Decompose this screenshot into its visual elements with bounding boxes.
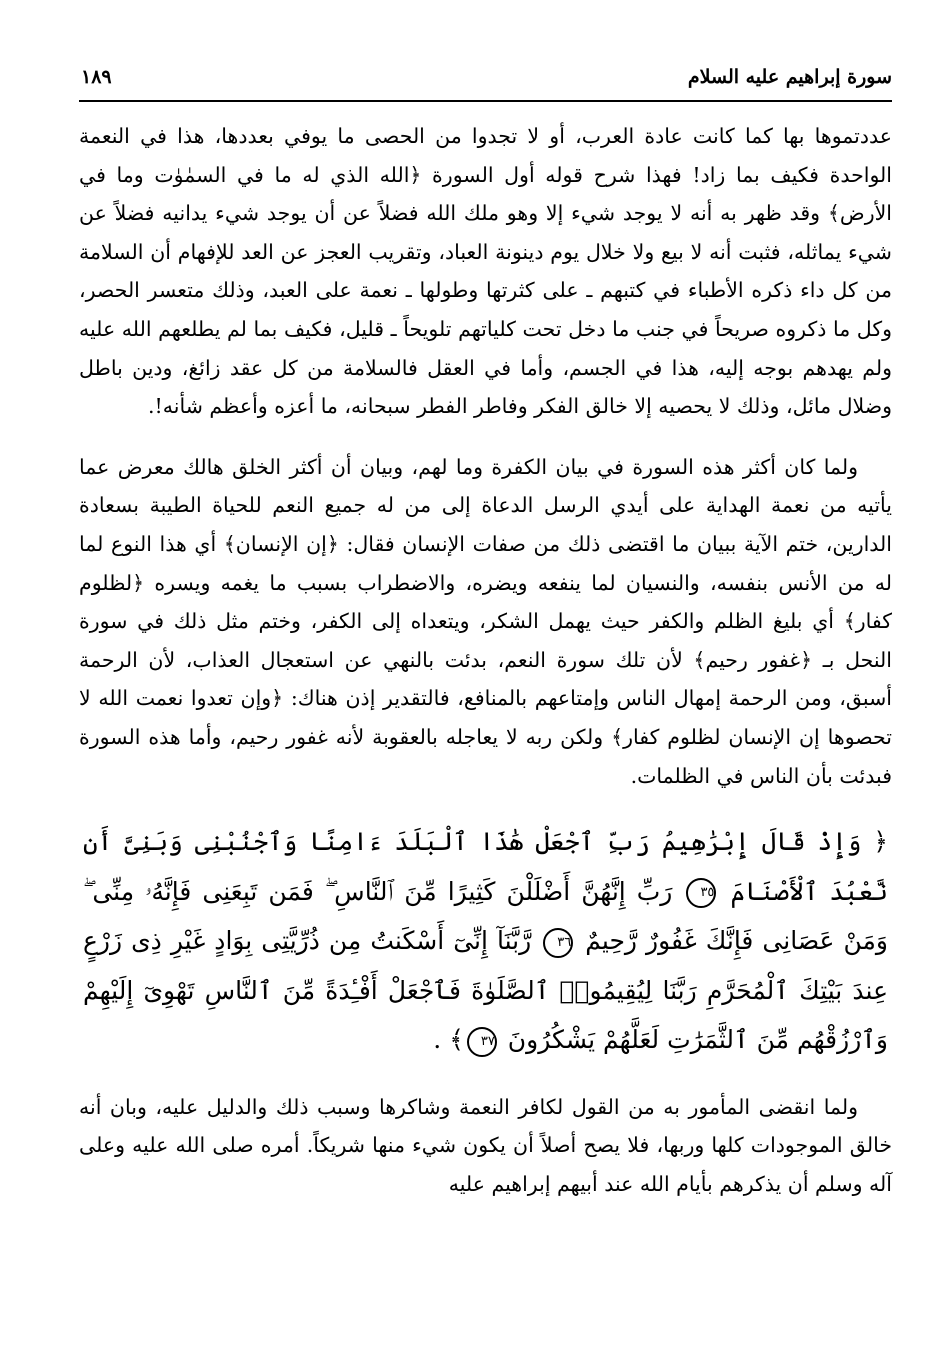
header-rule <box>79 100 892 102</box>
quran-verse-block <box>79 817 892 1065</box>
verse-end: ﴾ . <box>433 1025 464 1055</box>
paragraph-2: ولما كان أكثر هذه السورة في بيان الكفرة وما لهم، وبيان أن أكثر الخلق هالك معرض عما يأتيه من نعمة الهداية على أيدي الرسل الدعاة إلى من له جميع النعم للحياة الطيبة بسعادة الدارين، ختم الآية ببيان ما اقتضى ذلك من صفات الإنسان فقال: ﴿إن الإنسان﴾ أي هذا النوع لما له من الأنس بنفسه، والنسيان لما ينفعه ويضره، والاضطراب بسبب ما يغمه ويسره ﴿لظلوم كفار﴾ أي بليغ الظلم والكفر حيث يهمل الشكر، ويتعداه إلى الكفر، وختم مثل ذلك في سورة النحل بـ ﴿غفور رحيم﴾ لأن تلك سورة النعم، بدئت بالنهي عن استعجال العذاب، لأن الرحمة أسبق، ومن الرحمة إمهال الناس وإمتاعهم بالمنافع، فالتقدير إذن هناك: ﴿وإن تعدوا نعمت الله لا تحصوها إن الإنسان لظلوم كفار﴾ ولكن ربه لا يعاجله بالعقوبة لأنه غفور رحيم، وأما هذه السورة فبدئت بأن الناس في الظلمات. <box>79 454 892 788</box>
running-header <box>79 66 892 98</box>
ayah-number-marker: ٣٦ <box>543 928 573 958</box>
verse-part-1: ﴿ وَإِذْ قَالَ إِبْرَٰهِيمُ رَبِّ ٱجْعَلْ هَٰذَا ٱلْبَلَدَ ءَامِنًا وَٱجْنُبْنِى وَبَنِىَّ أَن نَّعْبُدَ ٱلْأَصْنَامَ <box>83 827 888 906</box>
paragraph-1: عددتموها بها كما كانت عادة العرب، أو لا تجدوا من الحصى ما يوفي بعددها، هذا في النعمة الواحدة فكيف بما زاد! فهذا شرح قوله أول السورة ﴿الله الذي له ما في السمٰوٰت وما في الأرض﴾ وقد ظهر به أنه لا يوجد شيء إلا وهو ملك الله فضلاً عن أن يوجد شيء يدانيه فضلاً عن شيء يماثله، فثبت أنه لا بيع ولا خلال يوم دينونة العباد، وتقريب العجز عن العد للإفهام أن السلامة من كل داء ذكره الأطباء في كتبهم ـ على كثرتها وطولها ـ نعمة على العبد، وذلك متعسر الحصر، وكل ما ذكروه صريحاً في جنب ما دخل تحت كلياتهم تلويحاً ـ قليل، فكيف بما لم يطلعهم الله عليه ولم يهدهم بوجه إليه، هذا في الجسم، وأما في العقل فالسلامة من كل عقد زائغ، ودين باطل وضلال مائل، وذلك لا يحصيه إلا خالق الفكر وفاطر الفطر سبحانه، ما أعزه وأعظم شأنه!. <box>79 124 892 419</box>
verse-part-3: رَّبَّنَآ إِنِّىٓ أَسْكَنتُ مِن ذُرِّيَّتِى بِوَادٍ غَيْرِ ذِى زَرْعٍ عِندَ بَيْتِكَ ٱلْمُحَرَّمِ رَبَّنَا لِيُقِيمُوا۟ ٱلصَّلَوٰةَ فَٱجْعَلْ أَفْـِٔدَةً مِّنَ ٱلنَّاسِ تَهْوِىٓ إِلَيْهِمْ وَٱرْزُقْهُم مِّنَ ٱلثَّمَرَٰتِ لَعَلَّهُمْ يَشْكُرُونَ <box>83 926 888 1055</box>
chapter-title: سورة إبراهيم عليه السلام <box>687 66 892 88</box>
ayah-number-marker: ٣٧ <box>467 1027 497 1057</box>
verse-part-2: رَبِّ إِنَّهُنَّ أَضْلَلْنَ كَثِيرًا مِّنَ ٱلنَّاسِ ۖ فَمَن تَبِعَنِى فَإِنَّهُۥ مِنِّى ۖ وَمَنْ عَصَانِى فَإِنَّكَ غَفُورٌ رَّحِيمٌ <box>83 876 888 956</box>
page-body <box>79 117 892 1203</box>
ayah-number-marker: ٣٥ <box>686 878 716 908</box>
page-number: ١٨٩ <box>81 66 112 88</box>
paragraph-3: ولما انقضى المأمور به من القول لكافر النعمة وشاكرها وسبب ذلك والدليل عليه، وبان أنه خالق الموجودات كلها وربها، فلا يصح أصلاً أن يكون شيء منها شريكاً. أمره صلى الله عليه وعلى آله وسلم أن يذكرهم بأيام الله عند أبيهم إبراهيم عليه <box>79 1094 892 1196</box>
